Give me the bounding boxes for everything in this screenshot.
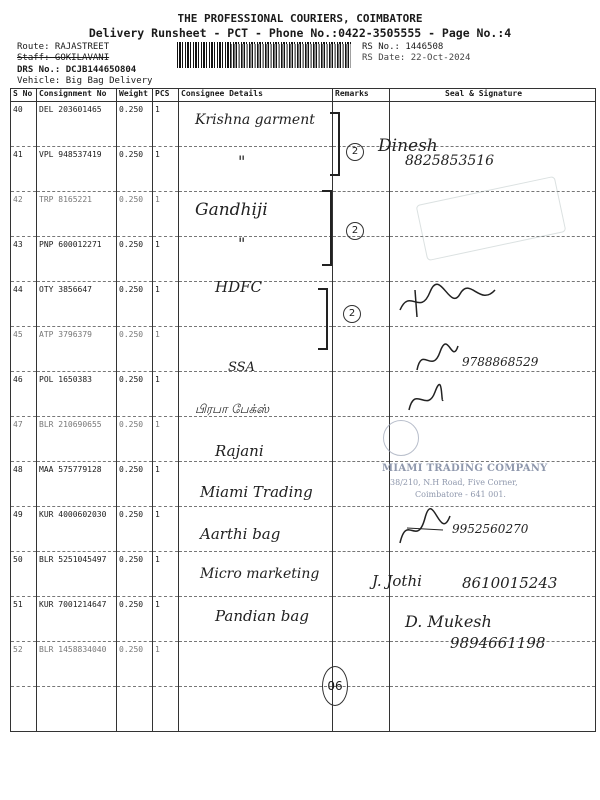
signature-d-mukesh: D. Mukesh [405,612,492,631]
stamp-company-name: MIAMI TRADING COMPANY [382,463,548,474]
cell-weight: 0.250 [117,102,153,147]
cell-weight: 0.250 [117,417,153,462]
company-title: THE PROFESSIONAL COURIERS, COIMBATORE [177,12,423,25]
drs-label: DRS No.: DCJB14465O804 [17,65,137,75]
cell-pcs: 1 [153,642,179,687]
runsheet-subtitle: Delivery Runsheet - PCT - Phone No.:0422-3505555 - Page No.:4 [88,26,512,40]
col-signature: Seal & Signature [390,89,596,102]
cell-consignment: KUR 7001214647 [37,597,117,642]
cell-pcs: 1 [153,147,179,192]
table-row [11,687,596,732]
cell-consignment [37,687,117,732]
handwritten-miami-trading: Miami Trading [200,483,313,501]
col-remarks: Remarks [333,89,390,102]
remark-circle: 2 [346,222,364,240]
cell-pcs: 1 [153,417,179,462]
cell-consignment: DEL 203601465 [37,102,117,147]
cell-weight: 0.250 [117,372,153,417]
cell-pcs: 1 [153,507,179,552]
cell-remarks [333,372,390,417]
stamp-address-line: 38/210, N.H Road, Five Corner, [390,478,518,487]
col-consignee: Consignee Details [179,89,333,102]
signature-scribble [405,382,445,418]
handwritten-aarthi-bag: Aarthi bag [200,525,281,543]
cell-pcs: 1 [153,237,179,282]
signature-jothi: J. Jothi [372,572,422,590]
table-row [11,372,596,417]
cell-weight: 0.250 [117,147,153,192]
cell-sno: 43 [11,237,37,282]
cell-remarks [333,597,390,642]
handwritten-tamil-name: பிரபா பேக்ஸ் [195,402,270,416]
ditto-mark: " [238,152,246,171]
cell-pcs: 1 [153,327,179,372]
cell-weight: 0.250 [117,327,153,372]
handwritten-pandian-bag: Pandian bag [215,607,309,625]
cell-consignment: TRP 8165221 [37,192,117,237]
barcode-2 [231,44,351,68]
cell-sno: 41 [11,147,37,192]
rs-date: RS Date: 22-Oct-2024 [362,53,471,63]
cell-sno: 49 [11,507,37,552]
cell-weight [117,687,153,732]
bracket-mark [322,190,332,266]
ditto-mark: " [238,234,246,253]
cell-consignment: PNP 600012271 [37,237,117,282]
cell-sno: 42 [11,192,37,237]
cell-consignment: KUR 4000602030 [37,507,117,552]
cell-sno: 44 [11,282,37,327]
cell-remarks [333,462,390,507]
cell-pcs: 1 [153,372,179,417]
col-pcs: PCS [153,89,179,102]
cell-sno: 46 [11,372,37,417]
handwritten-ssa: SSA [228,360,255,375]
cell-pcs: 1 [153,282,179,327]
cell-consignee [179,687,333,732]
handwritten-gandhiji: Gandhiji [195,200,268,220]
phone-number: 9894661198 [450,634,546,652]
signature-scribble [412,340,462,380]
stamp-address-line: Coimbatore - 641 001. [415,490,506,499]
cell-weight: 0.250 [117,462,153,507]
remark-circle: 2 [343,305,361,323]
cell-weight: 0.250 [117,642,153,687]
cell-sno: 52 [11,642,37,687]
cell-consignment: BLR 1458834040 [37,642,117,687]
cell-consignment: BLR 210690655 [37,417,117,462]
cell-remarks [333,507,390,552]
route-label: Route: RAJASTREET [17,42,110,52]
cell-remarks [333,282,390,327]
vehicle-label: Vehicle: Big Bag Delivery [17,76,153,86]
phone-number: 9788868529 [462,355,539,369]
signature-scribble [395,282,505,322]
cell-signature [390,687,596,732]
cell-remarks [333,327,390,372]
cell-consignment: VPL 948537419 [37,147,117,192]
cell-consignment: POL 1650383 [37,372,117,417]
cell-consignee [179,147,333,192]
cell-consignee [179,237,333,282]
cell-sno: 47 [11,417,37,462]
cell-consignee [179,327,333,372]
bracket-mark [330,112,340,176]
staff-label: Staff: GOKILAVANI [17,53,110,63]
handwritten-rajani: Rajani [215,442,264,460]
phone-number: 8825853516 [405,153,495,169]
cell-sno [11,687,37,732]
col-sno: S No [11,89,37,102]
cell-sno: 51 [11,597,37,642]
cell-consignee [179,642,333,687]
page-number-circle: 06 [322,666,348,706]
cell-sno: 40 [11,102,37,147]
circular-stamp [383,420,419,456]
col-consignment: Consignment No [37,89,117,102]
cell-weight: 0.250 [117,237,153,282]
cell-remarks [333,417,390,462]
cell-signature [390,417,596,462]
table-header-row [11,89,596,102]
table-row [11,282,596,327]
phone-number: 8610015243 [462,574,558,592]
remark-circle: 2 [346,143,364,161]
col-weight: Weight [117,89,153,102]
cell-consignment: ATP 3796379 [37,327,117,372]
cell-consignment: MAA 575779128 [37,462,117,507]
table-row [11,417,596,462]
cell-weight: 0.250 [117,507,153,552]
cell-remarks [333,237,390,282]
cell-consignment: BLR 5251045497 [37,552,117,597]
cell-sno: 48 [11,462,37,507]
signature-dinesh: Dinesh [378,136,438,156]
rs-number: RS No.: 1446508 [362,42,444,52]
signature-scribble [395,508,455,553]
cell-sno: 50 [11,552,37,597]
bracket-mark [318,288,328,350]
cell-weight: 0.250 [117,597,153,642]
handwritten-krishna-garment: Krishna garment [195,112,315,128]
cell-consignment: OTY 3856647 [37,282,117,327]
cell-pcs: 1 [153,462,179,507]
cell-pcs: 1 [153,597,179,642]
cell-weight: 0.250 [117,552,153,597]
cell-pcs: 1 [153,102,179,147]
cell-pcs: 1 [153,192,179,237]
cell-sno: 45 [11,327,37,372]
handwritten-hdfc: HDFC [215,278,262,296]
handwritten-micro-marketing: Micro marketing [200,566,320,582]
cell-weight: 0.250 [117,282,153,327]
cell-pcs [153,687,179,732]
cell-weight: 0.250 [117,192,153,237]
cell-pcs: 1 [153,552,179,597]
phone-number: 9952560270 [452,522,529,536]
